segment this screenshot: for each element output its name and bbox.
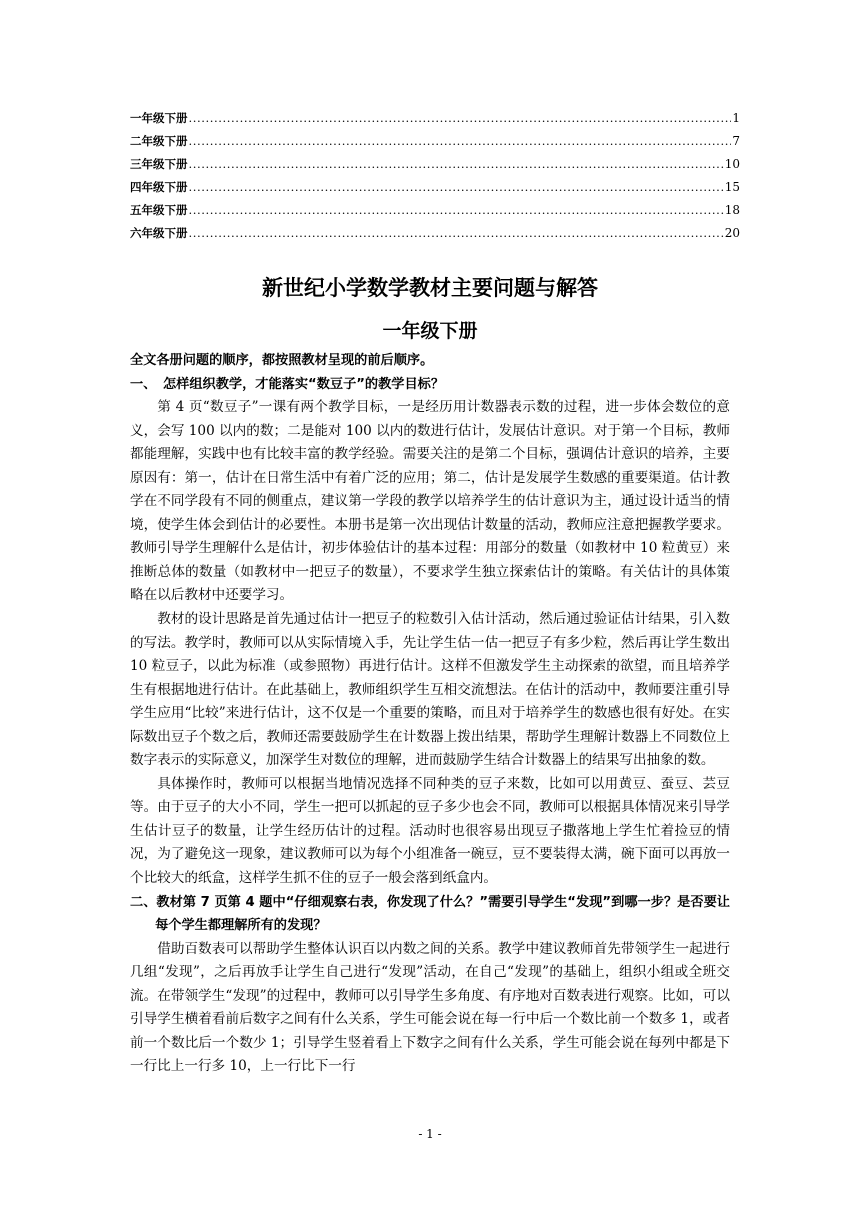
paragraph: 教材的设计思路是首先通过估计一把豆子的粒数引入估计活动，然后通过验证估计结果，引入数的写法。教学时，教师可以从实际情境入手，先让学生估一估一把豆子有多少粒，然后再让学生数出 10 粒豆子，以此为标准（或参照物）再进行估计。这样不但激发学生主动探索的欲望，而且培养学生有根据地进行估计。在此基础上，教师组织学生互相交流想法。在估计的活动中，教师要注重引导学生应用“比较”来进行估计，这不仅是一个重要的策略，而且对于培养学生的数感也很有好处。在实际数出豆子个数之后，教师还需要鼓励学生在计数器上拨出结果，帮助学生理解计数器上不同数位上数字表示的实际意义，加深学生对数位的理解，进而鼓励学生结合计数器上的结果写出抽象的数。 xyxy=(130,611,730,769)
toc-leader-dots xyxy=(189,130,732,153)
toc-entry-label: 五年级下册 xyxy=(130,203,188,217)
toc-entry-page: 18 xyxy=(724,203,740,217)
toc-entry[interactable] xyxy=(130,176,740,199)
paragraph: 具体操作时，教师可以根据当地情况选择不同种类的豆子来数，比如可以用黄豆、蚕豆、芸豆等。由于豆子的大小不同，学生一把可以抓起的豆子多少也会不同，教师可以根据具体情况来引导学生估计豆子的数量，让学生经历估计的过程。活动时也很容易出现豆子撒落地上学生忙着捡豆的情况，为了避免这一现象，建议教师可以为每个小组准备一碗豆，豆不要装得太满，碗下面可以再放一个比较大的纸盒，这样学生抓不住的豆子一般会落到纸盒内。 xyxy=(130,775,730,887)
toc-entry[interactable] xyxy=(130,107,740,130)
toc-leader-dots xyxy=(189,153,724,176)
toc-entry-page: 1 xyxy=(732,111,740,125)
toc-entry-page: 7 xyxy=(732,134,740,148)
toc-entry-label: 一年级下册 xyxy=(130,111,188,125)
toc-entry-label: 六年级下册 xyxy=(130,226,188,240)
paragraph: 第 4 页“数豆子”一课有两个教学目标，一是经历用计数器表示数的过程，进一步体会数位的意义，会写 100 以内的数；二是能对 100 以内的数进行估计，发展估计意识。对于第一个目标，教师都能理解，实践中也有比较丰富的教学经验。需要关注的是第二个目标，强调估计意识的培养，主要原因有：第一，估计在日常生活中有着广泛的应用；第二，估计是发展学生数感的重要渠道。估计教学在不同学段有不同的侧重点，建议第一学段的教学以培养学生的估计意识为主，通过设计适当的情境，使学生体会到估计的必要性。本册书是第一次出现估计数量的活动，教师应注意把握教学要求。教师引导学生理解什么是估计，初步体验估计的基本过程：用部分的数量（如教材中 10 粒黄豆）来推断总体的数量（如教材中一把豆子的数量），不要求学生独立探索估计的策略。有关估计的具体策略在以后教材中还要学习。 xyxy=(130,399,730,604)
toc-leader-dots xyxy=(189,199,724,222)
page-number: - 1 - xyxy=(418,1127,442,1141)
toc-leader-dots xyxy=(189,107,732,130)
toc-entry-page: 15 xyxy=(724,180,740,194)
toc-entry-label: 四年级下册 xyxy=(130,180,188,194)
body-text xyxy=(130,349,730,1079)
toc-entry[interactable] xyxy=(130,199,740,222)
document-title: 新世纪小学数学教材主要问题与解答 xyxy=(262,276,598,300)
toc-leader-dots xyxy=(189,222,724,245)
section-title: 一年级下册 xyxy=(382,320,478,342)
toc-entry-label: 三年级下册 xyxy=(130,157,188,171)
toc-leader-dots xyxy=(189,176,724,199)
intro-note: 全文各册问题的顺序，都按照教材呈现的前后顺序。 xyxy=(130,353,434,368)
toc-entry-label: 二年级下册 xyxy=(130,134,188,148)
paragraph: 借助百数表可以帮助学生整体认识百以内数之间的关系。教学中建议教师首先带领学生一起进行几组“发现”，之后再放手让学生自己进行“发现”活动，在自己“发现”的基础上，组织小组或全班交流。在带领学生“发现”的过程中，教师可以引导学生多角度、有序地对百数表进行观察。比如，可以引导学生横着看前后数字之间有什么关系，学生可能会说在每一行中后一个数比前一个数多 1，或者前一个数比后一个数少 1；引导学生竖着看上下数字之间有什么关系，学生可能会说在每列中都是下一行比上一行多 10，上一行比下一行 xyxy=(130,940,730,1075)
table-of-contents xyxy=(130,107,740,245)
toc-entry-page: 10 xyxy=(724,157,740,171)
question-heading-2: 二、教材第 7 页第 4 题中“仔细观察右表，你发现了什么？”需要引导学生“发现”到哪一步？是否要让每个学生都理解所有的发现？ xyxy=(130,894,730,934)
toc-entry-page: 20 xyxy=(724,226,740,240)
toc-entry[interactable] xyxy=(130,222,740,245)
question-heading-1: 一、 怎样组织教学，才能落实“数豆子”的教学目标？ xyxy=(130,376,445,392)
toc-entry[interactable] xyxy=(130,130,740,153)
toc-entry[interactable] xyxy=(130,153,740,176)
